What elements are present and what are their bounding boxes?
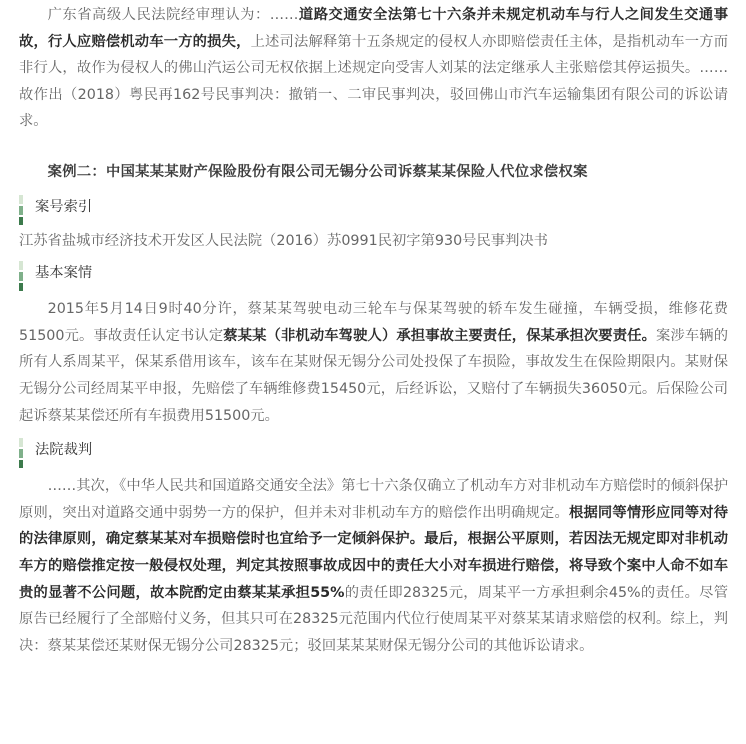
intro-text-2: 上述司法解释第十五条规定的侵权人亦即赔偿责任主体，是指机动车一方而非行人，故作为侵权人的佛山汽运公司无权依据上述规定向受害人刘某的法定继承人主张赔偿其停运损失。……故作出（2018）粤民再162号民事判决：撤销一、二审民事判决，驳回佛山市汽车运输集团有限公司的诉讼请求。 [19, 33, 729, 130]
case-number-text: 江苏省盐城市经济技术开发区人民法院（2016）苏0991民初字第930号民事判决书 [19, 232, 548, 249]
facts-text-2: 案涉车辆的所有人系周某平，保某系借用该车，该车在某财保无锡分公司处投保了车损险，事故发生在保险期限内。某财保无锡分公司经周某平申报，先赔偿了车辆维修费15450元，后经诉讼，又赔付了车辆损失36050元。后保险公司起诉蔡某某偿还所有车损费用51500元。 [19, 327, 729, 424]
ruling-paragraph [19, 473, 728, 659]
facts-bold-text: 蔡某某（非机动车驾驶人）承担事故主要责任，保某承担次要责任。 [223, 327, 657, 344]
section-marker-icon [19, 438, 23, 466]
section-heading-facts [19, 260, 728, 290]
section-heading-label: 法院裁判 [35, 442, 93, 459]
ruling-text-1: ……其次，《中华人民共和国道路交通安全法》第七十六条仅确立了机动车方对非机动车方赔偿时的倾斜保护原则，突出对道路交通中弱势一方的保护，但并未对非机动车方的赔偿作出明确规定。 [19, 478, 728, 521]
section-marker-icon [19, 261, 23, 289]
ruling-text-2: 的责任即28325元，周某平一方承担剩余45%的责任。尽管原告已经履行了全部赔付义务，但其只可在28325元范围内代位行使周某平对蔡某某请求赔偿的权利。综上，判决：蔡某某偿还某财保无锡分公司28325元；驳回某某某财保无锡分公司的其他诉讼请求。 [19, 584, 728, 654]
section-heading-ruling [19, 437, 728, 467]
ruling-bold-text: 根据同等情形应同等对待的法律原则，确定蔡某某对车损赔偿时也宜给予一定倾斜保护。最后，根据公平原则，若因法无规定即对非机动车方的赔偿推定按一般侵权处理，判定其按照事故成因中的责任大小对车损进行赔偿，将导致个案中人命不如车贵的显著不公问题，故本院酌定由蔡某某承担55% [19, 504, 729, 601]
section-heading-label: 案号索引 [35, 198, 93, 215]
case-two-title: 案例二：中国某某某财产保险股份有限公司无锡分公司诉蔡某某保险人代位求偿权案 [47, 163, 588, 180]
facts-text-1: 2015年5月14日9时40分许，蔡某某驾驶电动三轮车与保某驾驶的轿车发生碰撞，车辆受损，维修花费51500元。事故责任认定书认定 [19, 301, 728, 344]
intro-text-1: 广东省高级人民法院经审理认为：…… [47, 7, 299, 23]
section-marker-icon [19, 195, 23, 223]
section-heading-case-no [19, 194, 728, 224]
intro-bold-text: 道路交通安全法第七十六条并未规定机动车与行人之间发生交通事故，行人应赔偿机动车一方的损失， [19, 7, 729, 50]
section-heading-label: 基本案情 [35, 265, 93, 282]
intro-paragraph [19, 2, 728, 135]
facts-paragraph [19, 296, 728, 429]
